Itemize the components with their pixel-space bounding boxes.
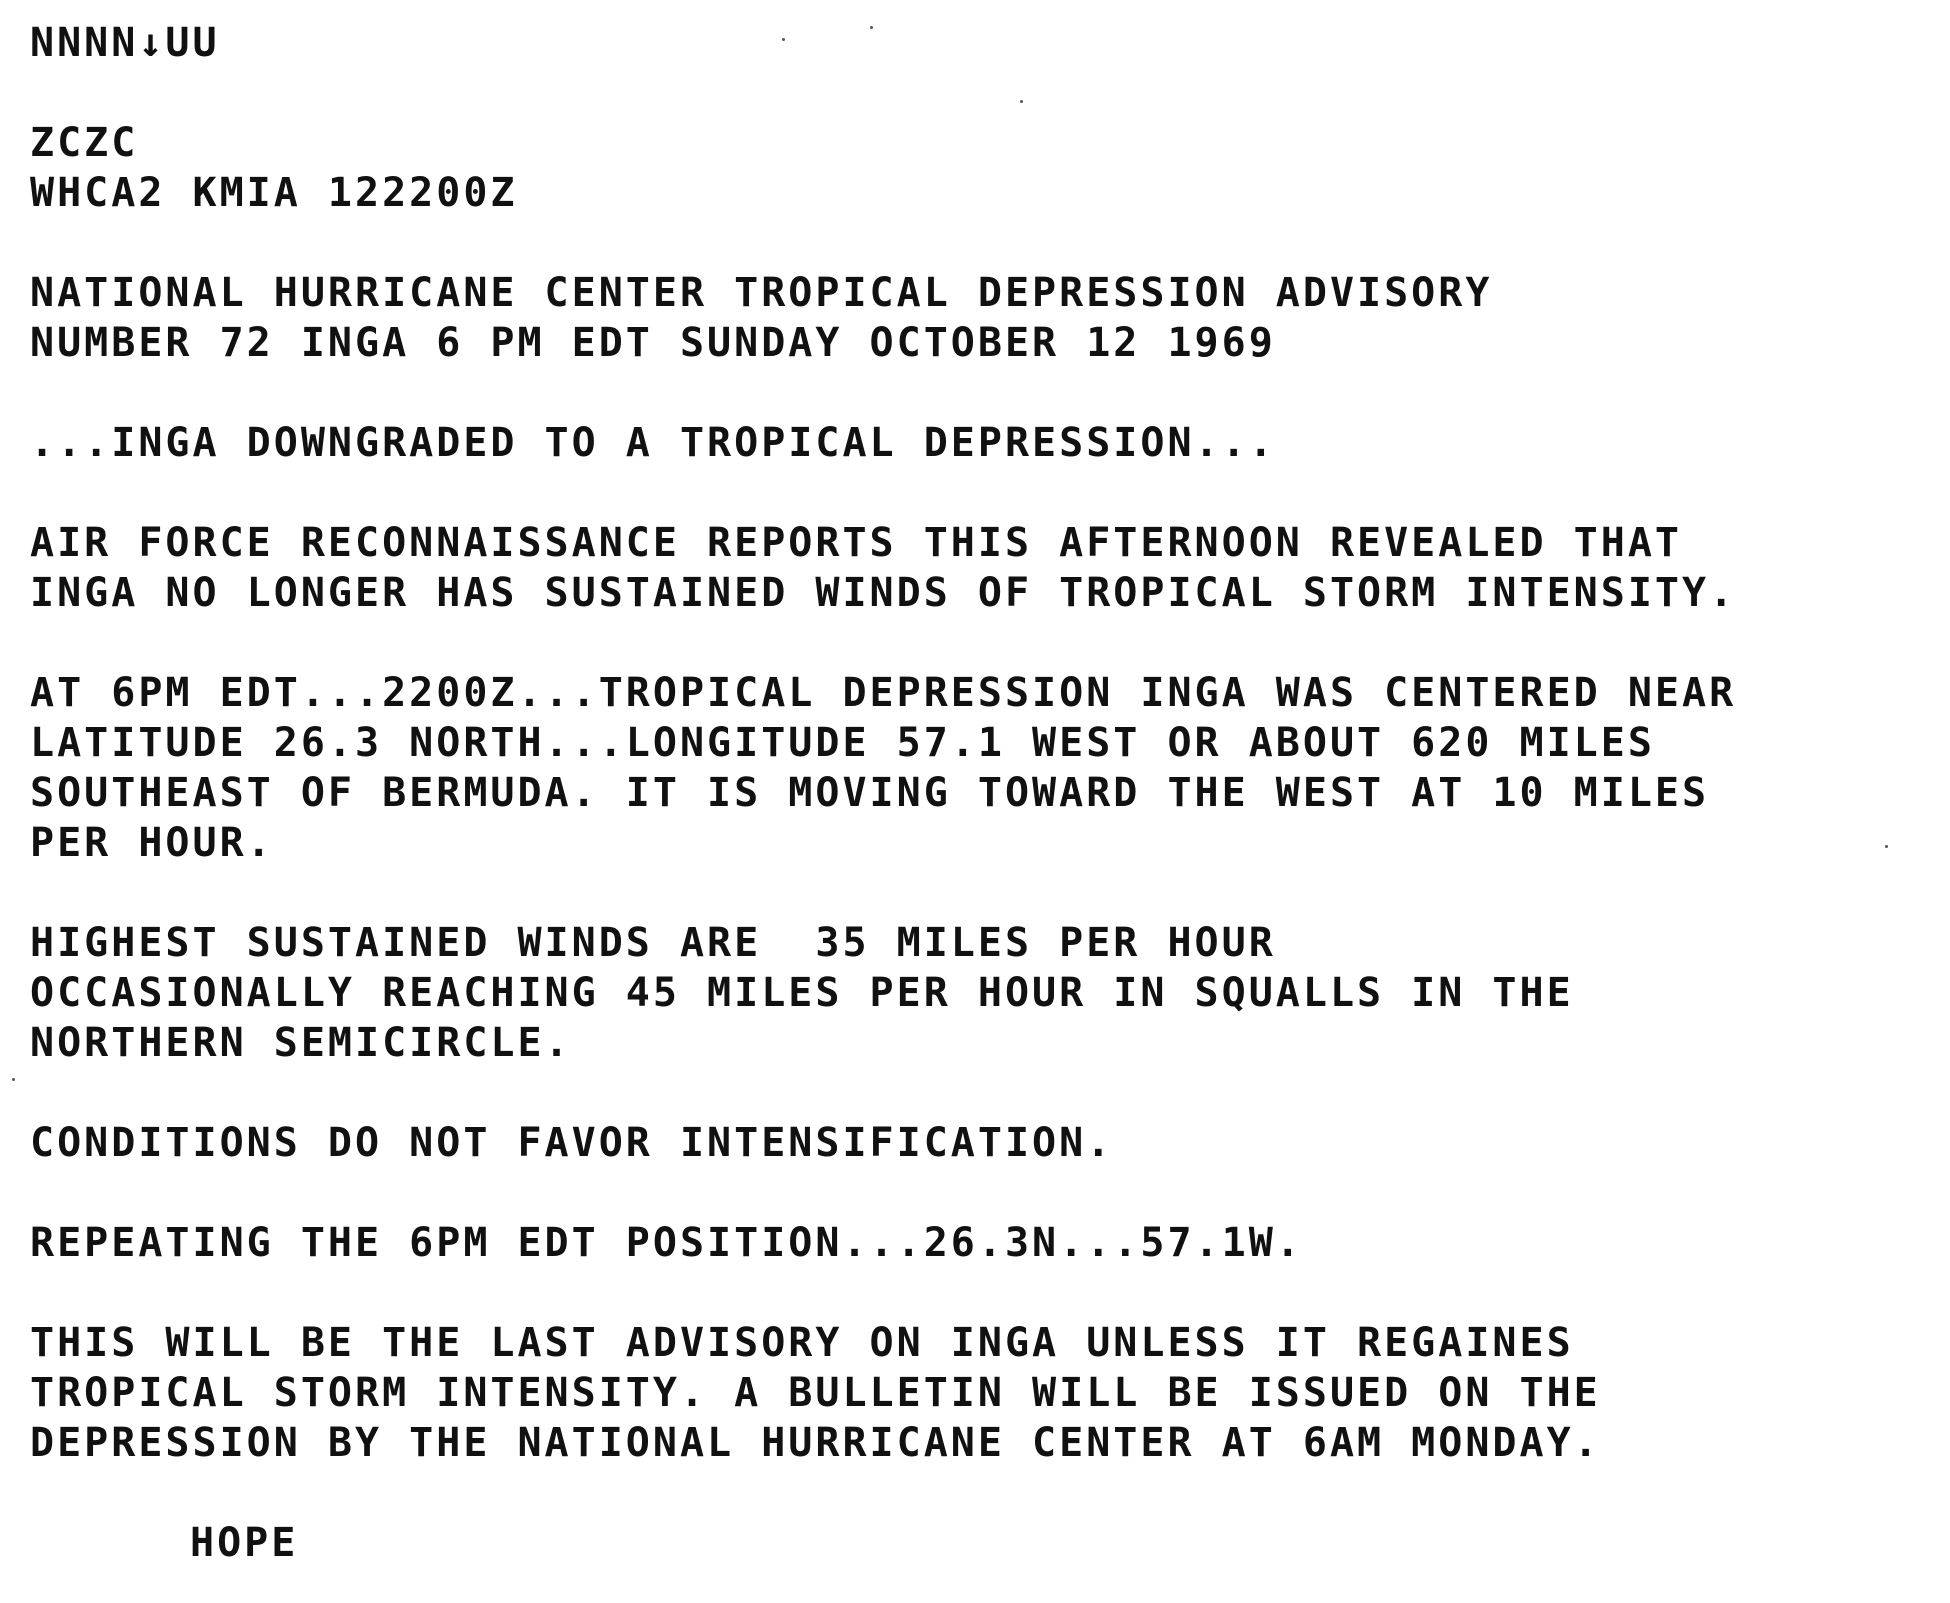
paragraph-5-line: REPEATING THE 6PM EDT POSITION...26.3N...57.1W. <box>30 1220 1303 1266</box>
headline: ...INGA DOWNGRADED TO A TROPICAL DEPRESSION... <box>30 420 1276 466</box>
paragraph-6-line: TROPICAL STORM INTENSITY. A BULLETIN WILL BE ISSUED ON THE <box>30 1370 1601 1416</box>
paragraph-3-line: NORTHERN SEMICIRCLE. <box>30 1020 572 1066</box>
advisory-document <box>30 18 1930 1568</box>
routing-header: NNNN↓UU <box>30 20 220 66</box>
spacer <box>30 1068 1930 1118</box>
paragraph-2-line: SOUTHEAST OF BERMUDA. IT IS MOVING TOWARD THE WEST AT 10 MILES <box>30 770 1710 816</box>
message-id: WHCA2 KMIA 122200Z <box>30 170 518 216</box>
spacer <box>30 1168 1930 1218</box>
spacer <box>30 1268 1930 1318</box>
forecaster-signature: HOPE <box>190 1520 299 1566</box>
spacer <box>30 868 1930 918</box>
paragraph-6-line: THIS WILL BE THE LAST ADVISORY ON INGA UNLESS IT REGAINES <box>30 1320 1574 1366</box>
advisory-title-line-2: NUMBER 72 INGA 6 PM EDT SUNDAY OCTOBER 12 1969 <box>30 320 1276 366</box>
paragraph-2-line: AT 6PM EDT...2200Z...TROPICAL DEPRESSION INGA WAS CENTERED NEAR <box>30 670 1737 716</box>
scan-speck <box>870 26 873 29</box>
paragraph-6-line: DEPRESSION BY THE NATIONAL HURRICANE CENTER AT 6AM MONDAY. <box>30 1420 1601 1466</box>
spacer <box>30 368 1930 418</box>
advisory-title-line-1: NATIONAL HURRICANE CENTER TROPICAL DEPRESSION ADVISORY <box>30 270 1493 316</box>
start-of-message: ZCZC <box>30 120 139 166</box>
paragraph-4-line: CONDITIONS DO NOT FAVOR INTENSIFICATION. <box>30 1120 1114 1166</box>
paragraph-3-line: HIGHEST SUSTAINED WINDS ARE 35 MILES PER HOUR <box>30 920 1276 966</box>
spacer <box>30 1468 1930 1518</box>
scan-speck <box>1020 100 1023 103</box>
paragraph-1-line: INGA NO LONGER HAS SUSTAINED WINDS OF TROPICAL STORM INTENSITY. <box>30 570 1737 616</box>
paragraph-3-line: OCCASIONALLY REACHING 45 MILES PER HOUR IN SQUALLS IN THE <box>30 970 1574 1016</box>
spacer <box>30 68 1930 118</box>
paragraph-2-line: PER HOUR. <box>30 820 274 866</box>
scan-speck <box>12 1078 15 1081</box>
paragraph-2-line: LATITUDE 26.3 NORTH...LONGITUDE 57.1 WEST OR ABOUT 620 MILES <box>30 720 1655 766</box>
paragraph-1-line: AIR FORCE RECONNAISSANCE REPORTS THIS AFTERNOON REVEALED THAT <box>30 520 1683 566</box>
scan-speck <box>782 38 785 41</box>
spacer <box>30 618 1930 668</box>
spacer <box>30 218 1930 268</box>
spacer <box>30 468 1930 518</box>
scan-speck <box>1885 845 1888 848</box>
